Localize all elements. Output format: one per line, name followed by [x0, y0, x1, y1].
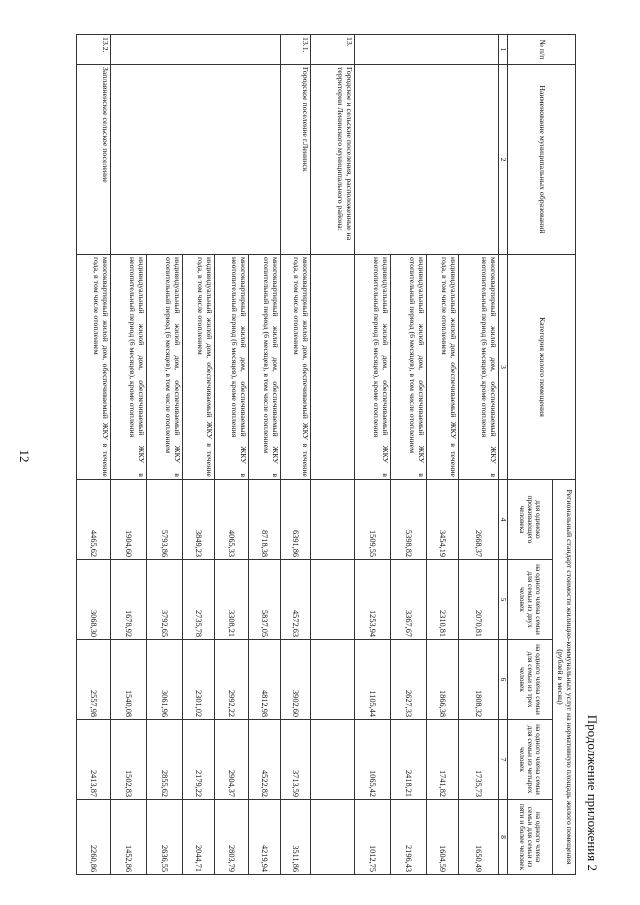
municipality-cell — [458, 65, 498, 255]
value-cell: 4465,62 — [76, 480, 110, 560]
value-cell: 1650,49 — [458, 800, 498, 875]
column-number: 2 — [498, 65, 507, 255]
value-cell: 1065,42 — [354, 720, 390, 800]
table-row — [76, 35, 110, 875]
value-cell: 3061,96 — [146, 640, 182, 720]
value-cell: 6391,86 — [280, 480, 310, 560]
header-single: для одиноко проживающего человека — [508, 480, 553, 560]
column-number: 5 — [498, 560, 507, 640]
value-cell: 1866,38 — [426, 640, 458, 720]
municipality-cell: Городское и сельские поселения, расположенные на территории Ленинского муниципального района: — [310, 65, 354, 255]
page-number: 12 — [17, 449, 32, 463]
value-cell: 3511,86 — [280, 800, 310, 875]
value-cell: 3849,23 — [182, 480, 214, 560]
municipality-cell — [390, 65, 426, 255]
value-cell: 2179,22 — [182, 720, 214, 800]
value-cell: 2636,55 — [146, 800, 182, 875]
row-number: 13. — [310, 35, 354, 65]
municipality-cell — [426, 65, 458, 255]
category-cell: многоквартирный жилой дом, обеспечиваемый ЖКУ в течение года, в том числе отоплением — [76, 255, 110, 480]
category-cell — [310, 255, 354, 480]
value-cell: 5793,86 — [146, 480, 182, 560]
continuation-title: Продолжение приложения 2 — [585, 714, 600, 871]
value-cell: 2904,37 — [214, 720, 248, 800]
row-number — [354, 35, 390, 65]
table-row — [110, 35, 146, 875]
row-number — [182, 35, 214, 65]
category-cell: многоквартирный жилой дом, обеспечиваемый ЖКУ в отопительный период (6 месяцев), в том числе отоплением — [248, 255, 280, 480]
municipality-cell — [146, 65, 182, 255]
value-cell — [310, 800, 354, 875]
value-cell: 2557,98 — [76, 640, 110, 720]
value-cell: 1509,55 — [354, 480, 390, 560]
value-cell: 1012,75 — [354, 800, 390, 875]
value-cell: 2044,71 — [182, 800, 214, 875]
value-cell: 2627,33 — [390, 640, 426, 720]
header-municipality: Наименование муниципальных образований — [508, 65, 576, 255]
value-cell: 3792,65 — [146, 560, 182, 640]
municipality-cell — [214, 65, 248, 255]
value-cell — [310, 480, 354, 560]
tariff-table — [76, 34, 576, 875]
municipality-cell: Заплавненское сельское поселение — [76, 65, 110, 255]
value-cell: 3068,30 — [76, 560, 110, 640]
value-cell: 1604,59 — [426, 800, 458, 875]
table-row — [214, 35, 248, 875]
municipality-cell — [354, 65, 390, 255]
value-cell: 5837,05 — [248, 560, 280, 640]
value-cell: 3713,59 — [280, 720, 310, 800]
header-family-3: на одного члена семьи для семьи из трех человек — [508, 640, 553, 720]
row-number — [146, 35, 182, 65]
value-cell — [310, 560, 354, 640]
row-number: 13.2. — [76, 35, 110, 65]
value-cell: 1735,73 — [458, 720, 498, 800]
value-cell: 2070,81 — [458, 560, 498, 640]
category-cell: индивидуальный жилой дом, обеспечиваемый ЖКУ в неотопительный период (6 месяцев), кроме отопления — [110, 255, 146, 480]
value-cell: 1502,83 — [110, 720, 146, 800]
table-row — [182, 35, 214, 875]
table-row — [426, 35, 458, 875]
row-number: 13.1. — [280, 35, 310, 65]
value-cell: 3454,19 — [426, 480, 458, 560]
value-cell: 2418,21 — [390, 720, 426, 800]
category-cell: индивидуальный жилой дом, обеспечиваемый ЖКУ в течение года, в том числе отоплением — [182, 255, 214, 480]
table-row — [146, 35, 182, 875]
value-cell: 4812,98 — [248, 640, 280, 720]
row-number — [426, 35, 458, 65]
header-family-2: на одного члена семьи для семьи из двух человек — [508, 560, 553, 640]
header-family-5: на одного члена семьи для семьи из пяти и более человек — [508, 800, 553, 875]
value-cell: 1808,32 — [458, 640, 498, 720]
category-cell: индивидуальный жилой дом, обеспечиваемый ЖКУ в отопительный период (6 месяцев), в том числе отоплением — [146, 255, 182, 480]
column-number: 6 — [498, 640, 507, 720]
value-cell: 3367,67 — [390, 560, 426, 640]
value-cell: 2803,79 — [214, 800, 248, 875]
municipality-cell — [248, 65, 280, 255]
table-row — [248, 35, 280, 875]
value-cell: 2413,87 — [76, 720, 110, 800]
value-cell: 2260,86 — [76, 800, 110, 875]
column-number: 7 — [498, 720, 507, 800]
municipality-cell: Городское поселение г.Ленинск — [280, 65, 310, 255]
table-row — [458, 35, 498, 875]
value-cell: 5398,82 — [390, 480, 426, 560]
value-cell: 2301,02 — [182, 640, 214, 720]
row-number — [110, 35, 146, 65]
header-category: Категория жилого помещения — [508, 255, 576, 480]
municipality-cell — [110, 65, 146, 255]
table-body — [76, 35, 507, 875]
row-number — [458, 35, 498, 65]
value-cell: 1678,92 — [110, 560, 146, 640]
value-cell — [310, 640, 354, 720]
value-cell: 2855,62 — [146, 720, 182, 800]
table-row — [310, 35, 354, 875]
value-cell: 2196,43 — [390, 800, 426, 875]
value-cell: 1452,86 — [110, 800, 146, 875]
value-cell: 2992,22 — [214, 640, 248, 720]
value-cell: 4522,82 — [248, 720, 280, 800]
table-row — [390, 35, 426, 875]
value-cell: 4219,94 — [248, 800, 280, 875]
value-cell: 1540,08 — [110, 640, 146, 720]
value-cell: 8718,38 — [248, 480, 280, 560]
category-cell: многоквартирный жилой дом, обеспечиваемый ЖКУ в неотопительный период (6 месяцев), кроме отопления — [214, 255, 248, 480]
category-cell: индивидуальный жилой дом, обеспечиваемый ЖКУ в неотопительный период (6 месяцев), кроме отопления — [354, 255, 390, 480]
column-number: 8 — [498, 800, 507, 875]
header-num: № п/п — [508, 35, 576, 65]
table-row — [354, 35, 390, 875]
municipality-cell — [182, 65, 214, 255]
header-standard-group: Региональный стандарт стоимости жилищно-коммунальных услуг на нормативную площадь жилого помещения (рублей в месяц) — [553, 480, 576, 875]
value-cell: 2310,81 — [426, 560, 458, 640]
category-cell: многоквартирный жилой дом, обеспечиваемый ЖКУ в течение года, в том числе отоплением — [280, 255, 310, 480]
row-number — [390, 35, 426, 65]
value-cell: 3902,60 — [280, 640, 310, 720]
value-cell: 1253,94 — [354, 560, 390, 640]
header-row-1 — [553, 35, 576, 875]
column-number: 1 — [498, 35, 507, 65]
category-cell: многоквартирный жилой дом, обеспечиваемый ЖКУ в неотопительный период (6 месяцев), кроме отопления — [458, 255, 498, 480]
row-number — [248, 35, 280, 65]
value-cell — [310, 720, 354, 800]
row-number — [214, 35, 248, 65]
header-family-4: на одного члена семьи для семьи из четырех человек — [508, 720, 553, 800]
category-cell: индивидуальный жилой дом, обеспечиваемый ЖКУ в течение года, в том числе отоплением — [426, 255, 458, 480]
value-cell: 2668,37 — [458, 480, 498, 560]
value-cell: 4065,33 — [214, 480, 248, 560]
value-cell: 3308,21 — [214, 560, 248, 640]
value-cell: 4572,63 — [280, 560, 310, 640]
column-number: 4 — [498, 480, 507, 560]
value-cell: 2735,78 — [182, 560, 214, 640]
column-number: 3 — [498, 255, 507, 480]
column-number-row — [498, 35, 507, 875]
value-cell: 1904,60 — [110, 480, 146, 560]
value-cell: 1741,82 — [426, 720, 458, 800]
category-cell: индивидуальный жилой дом, обеспечиваемый ЖКУ в отопительный период (6 месяцев), в том числе отоплением — [390, 255, 426, 480]
table-row — [280, 35, 310, 875]
value-cell: 1105,44 — [354, 640, 390, 720]
